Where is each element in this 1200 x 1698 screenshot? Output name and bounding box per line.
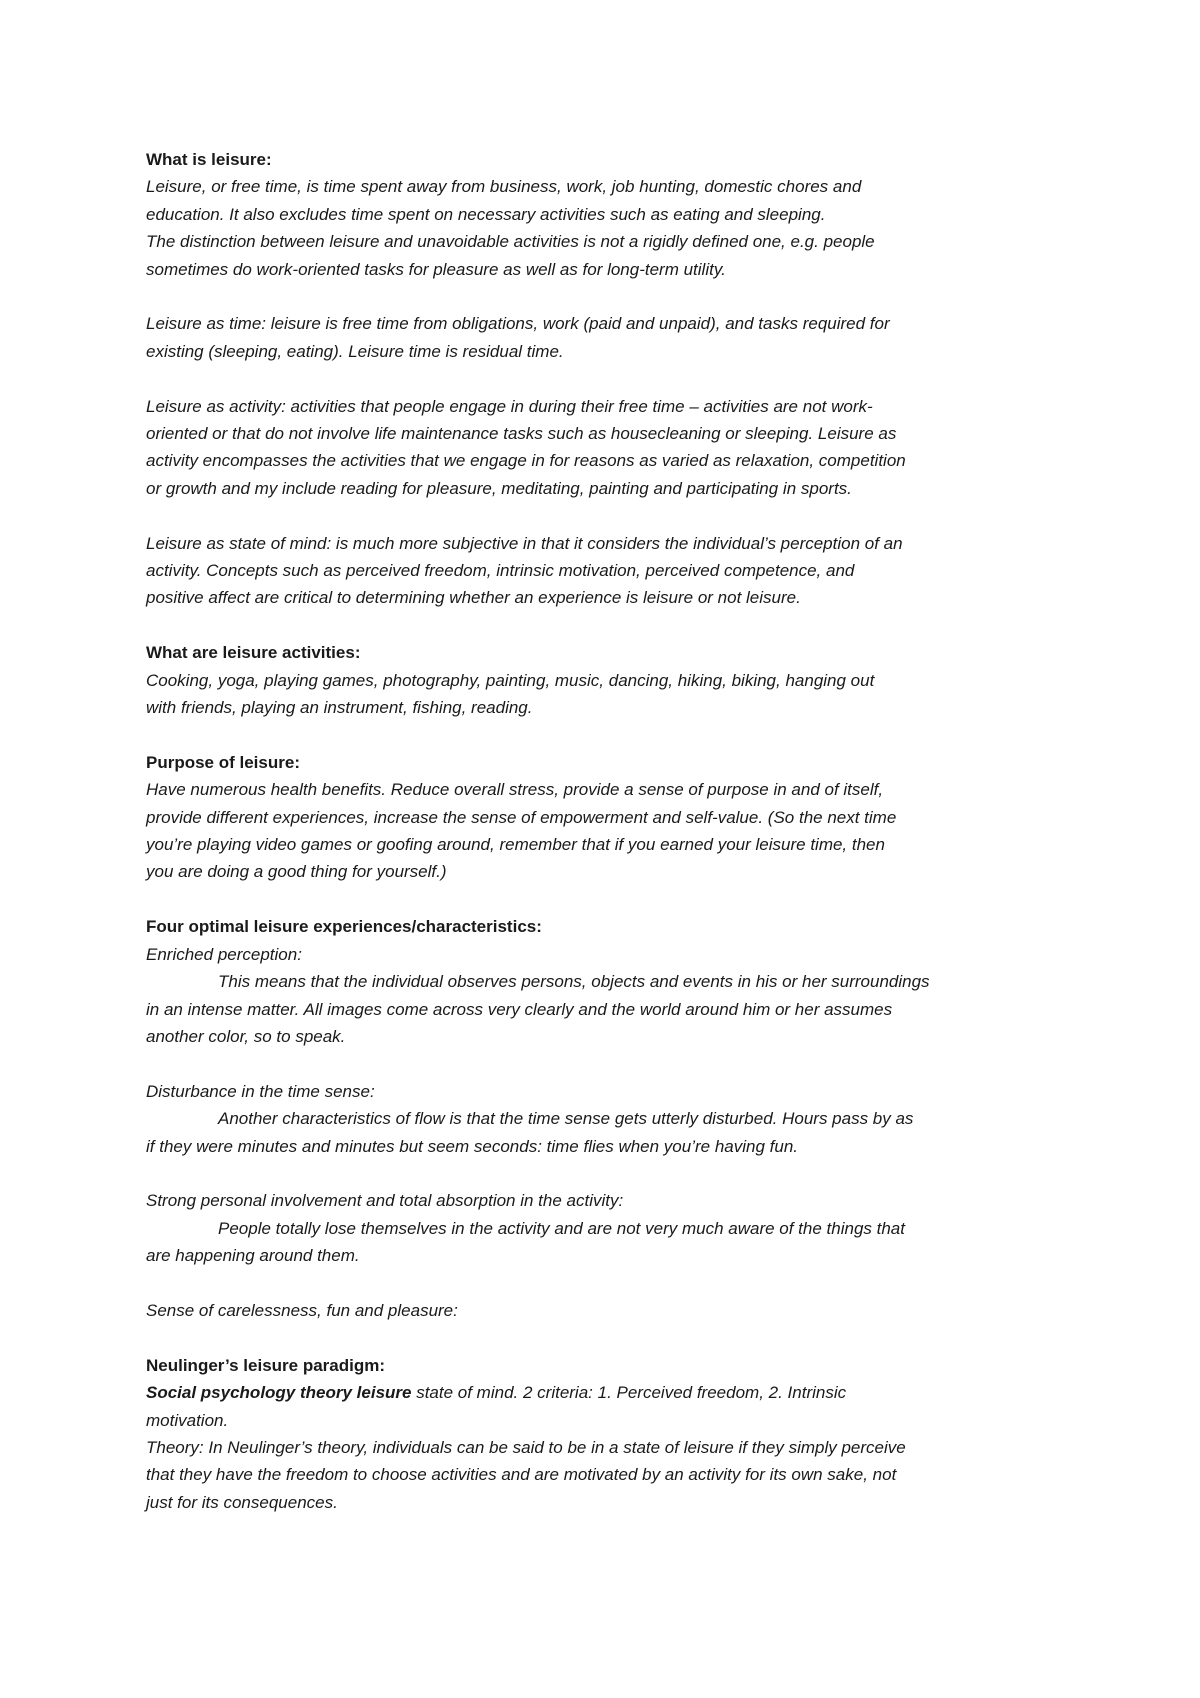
text-line: you’re playing video games or goofing around, remember that if you earned your leisure time, then xyxy=(146,835,885,855)
paragraph-gap xyxy=(146,502,1066,529)
paragraph-gap xyxy=(146,612,1066,639)
text-line: People totally lose themselves in the activity and are not very much aware of the things that xyxy=(218,1218,905,1238)
text-line: positive affect are critical to determining whether an experience is leisure or not leisure. xyxy=(146,588,801,608)
heading-four-optimal-experiences: Four optimal leisure experiences/characteristics: xyxy=(146,917,542,937)
text-line: are happening around them. xyxy=(146,1246,360,1266)
paragraph-gap xyxy=(146,1160,1066,1187)
subheading-personal-involvement: Strong personal involvement and total absorption in the activity: xyxy=(146,1191,624,1211)
text-line: you are doing a good thing for yourself.) xyxy=(146,862,447,882)
text-line: or growth and my include reading for pleasure, meditating, painting and participating in sports. xyxy=(146,478,852,498)
text-line: if they were minutes and minutes but seem seconds: time flies when you’re having fun. xyxy=(146,1136,799,1156)
paragraph-gap xyxy=(146,721,1066,748)
heading-purpose-of-leisure: Purpose of leisure: xyxy=(146,752,300,772)
paragraph-gap xyxy=(146,283,1066,310)
text-line: Leisure, or free time, is time spent away from business, work, job hunting, domestic chores and xyxy=(146,177,862,197)
heading-what-is-leisure: What is leisure: xyxy=(146,150,272,169)
paragraph-gap xyxy=(146,1324,1066,1351)
subheading-enriched-perception: Enriched perception: xyxy=(146,944,302,964)
text-line: existing (sleeping, eating). Leisure time is residual time. xyxy=(146,341,564,361)
text-line: Cooking, yoga, playing games, photography, painting, music, dancing, hiking, biking, hanging out xyxy=(146,670,875,690)
text-line: Have numerous health benefits. Reduce overall stress, provide a sense of purpose in and of itself, xyxy=(146,780,884,800)
text-line: Another characteristics of flow is that the time sense gets utterly disturbed. Hours pass by as xyxy=(218,1109,914,1129)
document-page xyxy=(146,146,1066,1516)
text-line: Theory: In Neulinger’s theory, individuals can be said to be in a state of leisure if they simply perceive xyxy=(146,1437,906,1457)
text-line: motivation. xyxy=(146,1410,229,1430)
text-line: Leisure as activity: activities that people engage in during their free time – activities are not work- xyxy=(146,396,873,416)
heading-leisure-activities: What are leisure activities: xyxy=(146,643,361,663)
subheading-time-sense: Disturbance in the time sense: xyxy=(146,1081,375,1101)
text-line: The distinction between leisure and unavoidable activities is not a rigidly defined one, e.g. people xyxy=(146,232,875,252)
text-line: education. It also excludes time spent on necessary activities such as eating and sleeping. xyxy=(146,204,826,224)
paragraph-gap xyxy=(146,1270,1066,1297)
text-line: with friends, playing an instrument, fishing, reading. xyxy=(146,698,533,718)
heading-neulinger-paradigm: Neulinger’s leisure paradigm: xyxy=(146,1355,386,1375)
text-line: another color, so to speak. xyxy=(146,1026,346,1046)
text-line: provide different experiences, increase the sense of empowerment and self-value. (So the next time xyxy=(146,807,897,827)
paragraph-gap xyxy=(146,886,1066,913)
text-line: sometimes do work-oriented tasks for pleasure as well as for long-term utility. xyxy=(146,259,726,279)
text-fragment: state of mind. 2 criteria: 1. Perceived freedom, 2. Intrinsic xyxy=(411,1383,847,1403)
subheading-carelessness-fun: Sense of carelessness, fun and pleasure: xyxy=(146,1300,458,1320)
paragraph-gap xyxy=(146,1050,1066,1077)
bold-term: Social psychology theory leisure xyxy=(146,1383,412,1403)
text-line: that they have the freedom to choose activities and are motivated by an activity for its own sake, not xyxy=(146,1465,897,1485)
text-line: Leisure as time: leisure is free time from obligations, work (paid and unpaid), and tasks required for xyxy=(146,314,890,334)
text-line: in an intense matter. All images come across very clearly and the world around him or her assumes xyxy=(146,999,893,1019)
text-line: activity encompasses the activities that we engage in for reasons as varied as relaxation, competition xyxy=(146,451,906,471)
text-line: This means that the individual observes persons, objects and events in his or her surroundings xyxy=(218,972,930,992)
text-line: just for its consequences. xyxy=(146,1492,338,1512)
paragraph-gap xyxy=(146,365,1066,392)
text-line xyxy=(146,1379,1066,1406)
text-line: activity. Concepts such as perceived freedom, intrinsic motivation, perceived competence, and xyxy=(146,561,855,581)
text-line: Leisure as state of mind: is much more subjective in that it considers the individual’s perception of an xyxy=(146,533,903,553)
text-line: oriented or that do not involve life maintenance tasks such as housecleaning or sleeping. Leisure as xyxy=(146,424,897,444)
